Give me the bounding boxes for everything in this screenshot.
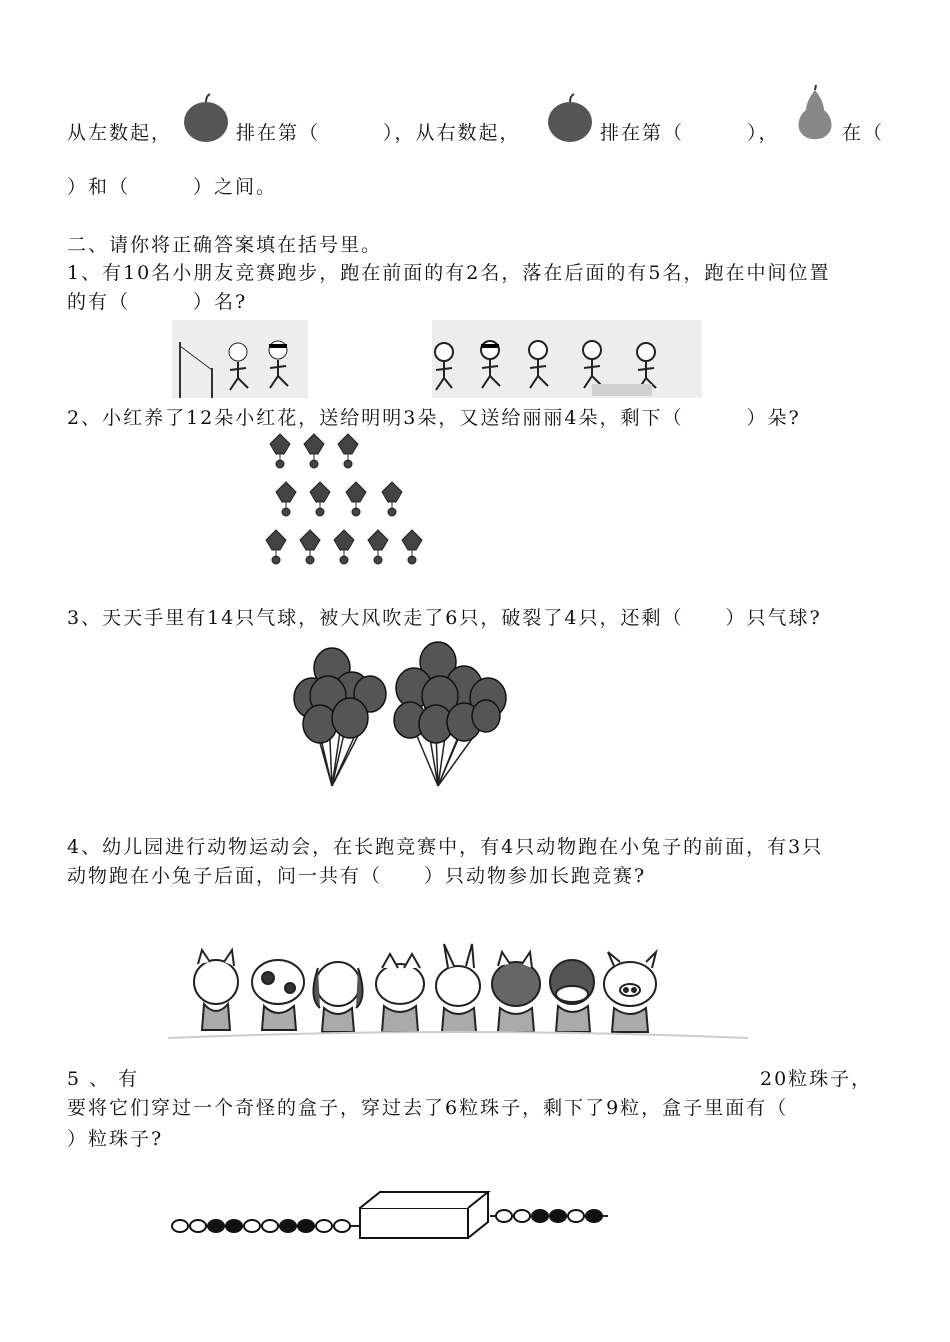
q5-text-a: 5 、 有: [67, 1068, 140, 1090]
q2-text: 2、小红养了12朵小红花，送给明明3朵，又送给丽丽4朵，剩下（ ）朵?: [67, 407, 801, 429]
intro-text-1: 从左数起，: [67, 122, 173, 144]
q5-text-b: 20粒珠子，: [760, 1068, 873, 1090]
intro-line-1: [67, 118, 172, 145]
red-flowers-illustration: [262, 430, 430, 572]
q1-line-2: 的有（ ）名?: [67, 291, 248, 313]
section-heading: 二、请你将正确答案填在括号里。: [67, 234, 383, 256]
pear-icon: [792, 84, 838, 144]
intro-text-3: 排在第（ ），: [600, 122, 780, 144]
runners-back-illustration: [432, 320, 702, 398]
q4-line-1: 4、幼儿园进行动物运动会，在长跑竞赛中，有4只动物跑在小兔子的前面，有3只: [67, 836, 824, 858]
runners-front-illustration: [172, 320, 308, 398]
q4-line-2: 动物跑在小兔子后面，问一共有（ ）只动物参加长跑竞赛?: [67, 865, 647, 887]
balloons-illustration: [288, 636, 528, 792]
q5-line-2: 要将它们穿过一个奇怪的盒子，穿过去了6粒珠子，剩下了9粒，盒子里面有（: [67, 1097, 789, 1119]
beads-box-illustration: [168, 1186, 612, 1244]
animals-race-illustration: [168, 938, 748, 1046]
intro-line-2: ）和（ ）之间。: [67, 176, 278, 198]
intro-text-2: 排在第（ ），从右数起，: [236, 122, 521, 144]
apple-icon: [178, 92, 234, 144]
q5-line-3: ）粒珠子?: [67, 1128, 164, 1150]
q3-text: 3、天天手里有14只气球，被大风吹走了6只，破裂了4只，还剩（ ）只气球?: [67, 607, 822, 629]
apple-icon: [542, 92, 598, 144]
q1-line-1: 1、有10名小朋友竞赛跑步，跑在前面的有2名，落在后面的有5名，跑在中间位置: [67, 262, 831, 284]
intro-text-4: 在（: [842, 122, 885, 144]
